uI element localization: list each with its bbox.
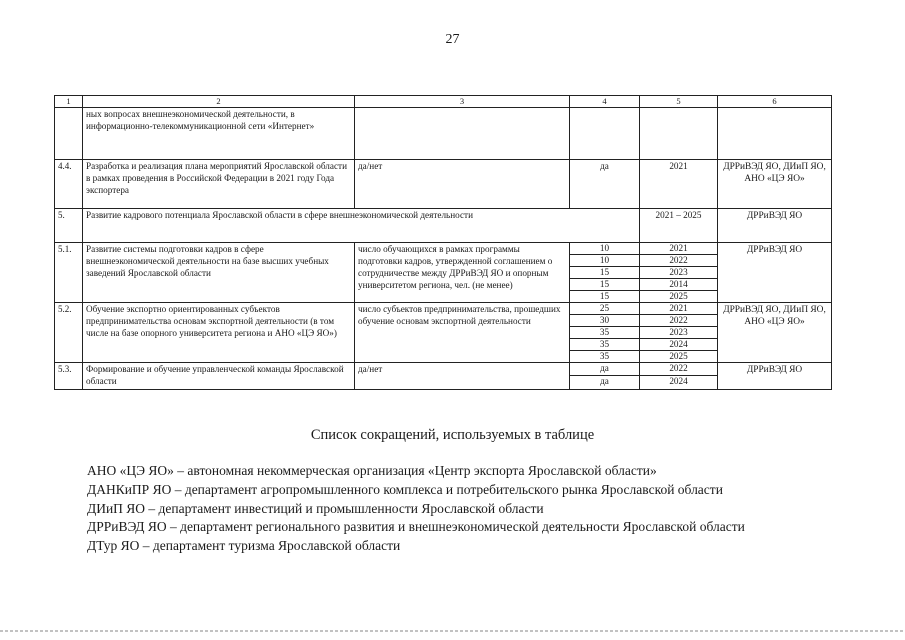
executor [718,108,832,160]
year: 2023 [640,267,718,279]
action-name: Развитие системы подготовки кадров в сфере внешнеэкономической деятельности на базе высших учебных заведений Ярославской области [83,243,355,303]
table-header-row [55,96,832,108]
executor: ДРРиВЭД ЯО [718,209,832,243]
target-value: 35 [570,327,640,339]
page-number: 27 [445,32,460,47]
target-value: 15 [570,267,640,279]
target-value: 10 [570,255,640,267]
row-number: 4.4. [55,160,83,209]
executor: ДРРиВЭД ЯО, ДИиП ЯО, АНО «ЦЭ ЯО» [718,303,832,363]
year: 2023 [640,327,718,339]
indicator [355,108,570,160]
column-header: 1 [55,96,83,108]
table-row [55,160,832,209]
target-value: да [570,376,640,389]
table-row [55,303,832,315]
plan-table [54,95,832,390]
target-value: 35 [570,339,640,351]
abbreviation-item: ДТур ЯО – департамент туризма Ярославской области [87,538,401,554]
indicator: число субъектов предпринимательства, прошедших обучение основам экспортной деятельности [355,303,570,363]
table-row [55,243,832,255]
action-name: Формирование и обучение управленческой команды Ярославской области [83,363,355,390]
target-value: 10 [570,243,640,255]
executor: ДРРиВЭД ЯО, ДИиП ЯО, АНО «ЦЭ ЯО» [718,160,832,209]
executor: ДРРиВЭД ЯО [718,363,832,390]
year: 2014 [640,279,718,291]
column-header: 6 [718,96,832,108]
abbreviation-item: ДИиП ЯО – департамент инвестиций и промышленности Ярославской области [87,500,544,516]
year: 2021 – 2025 [640,209,718,243]
year: 2024 [640,376,718,389]
abbreviation-item: ДРРиВЭД ЯО – департамент регионального развития и внешнеэкономической деятельности Ярославской области [87,519,745,535]
target-value: 35 [570,351,640,363]
row-number: 5.3. [55,363,83,390]
year: 2022 [640,315,718,327]
column-header: 2 [83,96,355,108]
target-value: 15 [570,291,640,303]
executor: ДРРиВЭД ЯО [718,243,832,303]
scan-edge-rule [0,630,905,632]
target-value: 30 [570,315,640,327]
year: 2025 [640,291,718,303]
year: 2021 [640,243,718,255]
table-row [55,209,832,243]
indicator: да/нет [355,363,570,390]
column-header: 4 [570,96,640,108]
action-name: Обучение экспортно ориентированных субъектов предпринимательства основам экспортной деятельности (в том числе на базе опорного университета региона и АНО «ЦЭ ЯО») [83,303,355,363]
row-number [55,108,83,160]
abbreviations-title: Список сокращений, используемых в таблице [310,427,595,443]
row-number: 5.1. [55,243,83,303]
action-name: ных вопросах внешнеэкономической деятельности, в информационно-телекоммуникационной сети «Интернет» [83,108,355,160]
abbreviation-item: АНО «ЦЭ ЯО» – автономная некоммерческая организация «Центр экспорта Ярославской области» [87,463,657,478]
indicator: да/нет [355,160,570,209]
section-title: Развитие кадрового потенциала Ярославской области в сфере внешнеэкономической деятельности [83,209,640,243]
year [640,108,718,160]
year: 2021 [640,303,718,315]
target-value: 15 [570,279,640,291]
column-header: 5 [640,96,718,108]
column-header: 3 [355,96,570,108]
action-name: Разработка и реализация плана мероприятий Ярославской области в рамках проведения в Российской Федерации в 2021 году Года экспортера [83,160,355,209]
row-number: 5. [55,209,83,243]
target-value: да [570,160,640,209]
table-row [55,108,832,160]
abbreviations-list [87,462,745,556]
row-number: 5.2. [55,303,83,363]
year: 2022 [640,255,718,267]
year: 2022 [640,363,718,376]
table-row [55,363,832,376]
target-value: да [570,363,640,376]
year: 2024 [640,339,718,351]
year: 2025 [640,351,718,363]
target-value: 25 [570,303,640,315]
indicator: число обучающихся в рамках программы подготовки кадров, утвержденной соглашением о сотрудничестве между ДРРиВЭД ЯО и опорным университетом региона, чел. (не менее) [355,243,570,303]
abbreviation-item: ДАНКиПР ЯО – департамент агропромышленного комплекса и потребительского рынка Ярославской области [87,481,723,497]
year: 2021 [640,160,718,209]
target-value [570,108,640,160]
